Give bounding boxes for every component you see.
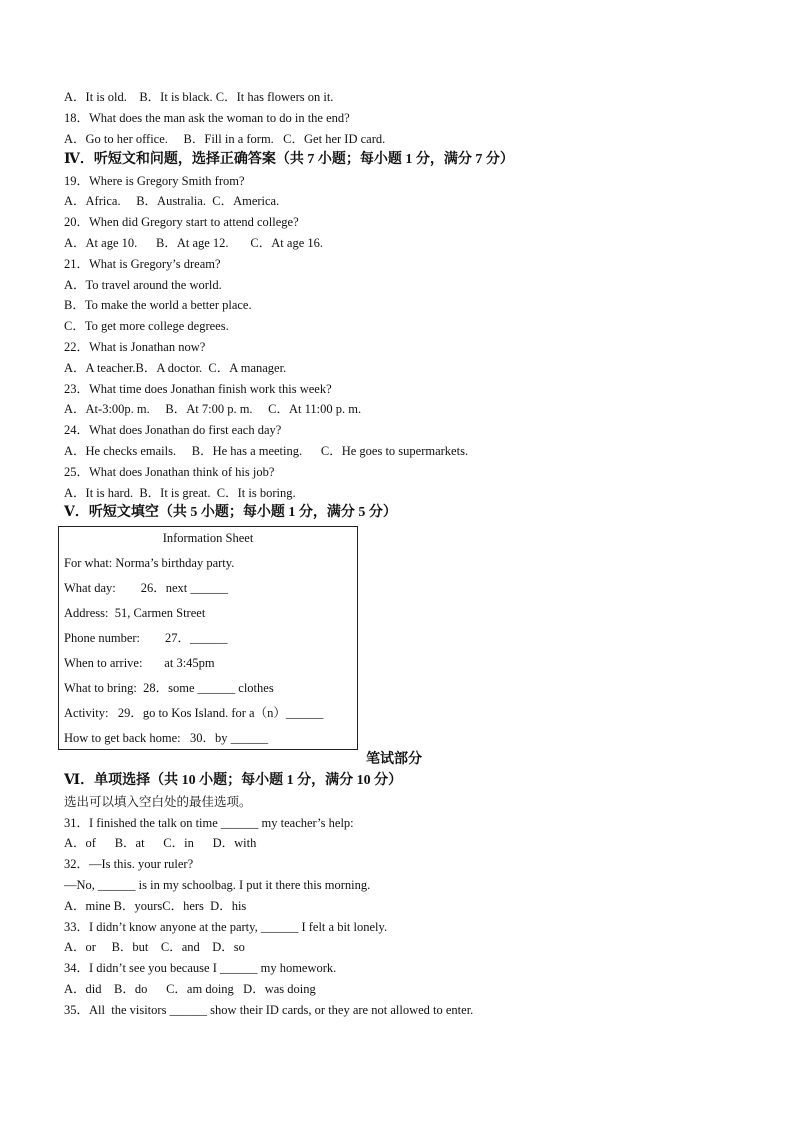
q31-question: 31．I finished the talk on time ______ my teacher’s help: (64, 816, 354, 830)
q32-question: 32．—Is this. your ruler? (64, 857, 194, 871)
q21-option-c: C．To get more college degrees. (64, 319, 229, 333)
q35-question: 35．All the visitors ______ show their ID cards, or they are not allowed to enter. (64, 1003, 474, 1017)
sheet-row-for-what: For what: Norma’s birthday party. (64, 556, 235, 570)
q23-options: A．At-3:00p. m. B．At 7:00 p. m. C．At 11:00 p. m. (64, 402, 362, 416)
q21-question: 21．What is Gregory’s dream? (64, 257, 221, 271)
section-4-heading: Ⅳ．听短文和问题，选择正确答案（共 7 小题；每小题 1 分，满分 7 分） (64, 152, 514, 167)
q33-question: 33．I didn’t know anyone at the party, ______ I felt a bit lonely. (64, 920, 388, 934)
section-6-heading: Ⅵ．单项选择（共 10 小题；每小题 1 分，满分 10 分） (64, 773, 403, 788)
q34-question: 34．I didn’t see you because I ______ my homework. (64, 961, 337, 975)
written-part-heading: 笔试部分 (366, 752, 422, 767)
q24-question: 24．What does Jonathan do first each day? (64, 423, 282, 437)
sheet-row-address: Address: 51, Carmen Street (64, 606, 206, 620)
information-sheet (58, 526, 358, 750)
q24-options: A．He checks emails. B．He has a meeting. C．He goes to supermarkets. (64, 444, 469, 458)
q33-options: A．or B．but C．and D．so (64, 940, 245, 954)
q22-options: A．A teacher.B．A doctor. C．A manager. (64, 361, 287, 375)
q18-options: A．Go to her office. B．Fill in a form. C．Get her ID card. (64, 132, 386, 146)
q20-question: 20．When did Gregory start to attend college? (64, 215, 299, 229)
sheet-row-back-home: How to get back home: 30．by ______ (64, 731, 269, 745)
sheet-row-phone: Phone number: 27．______ (64, 631, 228, 645)
q34-options: A．did B．do C．am doing D．was doing (64, 982, 316, 996)
sheet-row-what-day: What day: 26．next ______ (64, 581, 228, 595)
q25-options: A．It is hard. B．It is great. C．It is boring. (64, 486, 296, 500)
q17-options: A．It is old. B．It is black. C．It has flowers on it. (64, 90, 334, 104)
sheet-row-arrive: When to arrive: at 3:45pm (64, 656, 215, 670)
q19-question: 19．Where is Gregory Smith from? (64, 174, 245, 188)
q19-options: A．Africa. B．Australia. C．America. (64, 194, 280, 208)
q20-options: A．At age 10. B．At age 12. C．At age 16. (64, 236, 323, 250)
q32-options: A．mine B．yoursC．hers D．his (64, 899, 247, 913)
q23-question: 23．What time does Jonathan finish work this week? (64, 382, 332, 396)
q32-response: —No, ______ is in my schoolbag. I put it there this morning. (64, 878, 371, 892)
section-6-instruction: 选出可以填入空白处的最佳选项。 (64, 795, 252, 809)
q22-question: 22．What is Jonathan now? (64, 340, 206, 354)
sheet-row-activity: Activity: 29．go to Kos Island. for a（n）______ (64, 706, 324, 720)
information-sheet-title: Information Sheet (162, 531, 254, 545)
section-5-heading: Ⅴ．听短文填空（共 5 小题；每小题 1 分，满分 5 分） (64, 505, 397, 520)
q31-options: A．of B．at C．in D．with (64, 836, 257, 850)
q25-question: 25．What does Jonathan think of his job? (64, 465, 275, 479)
q21-option-b: B．To make the world a better place. (64, 298, 252, 312)
sheet-row-bring: What to bring: 28．some ______ clothes (64, 681, 274, 695)
q18-question: 18．What does the man ask the woman to do in the end? (64, 111, 350, 125)
q21-option-a: A．To travel around the world. (64, 278, 222, 292)
